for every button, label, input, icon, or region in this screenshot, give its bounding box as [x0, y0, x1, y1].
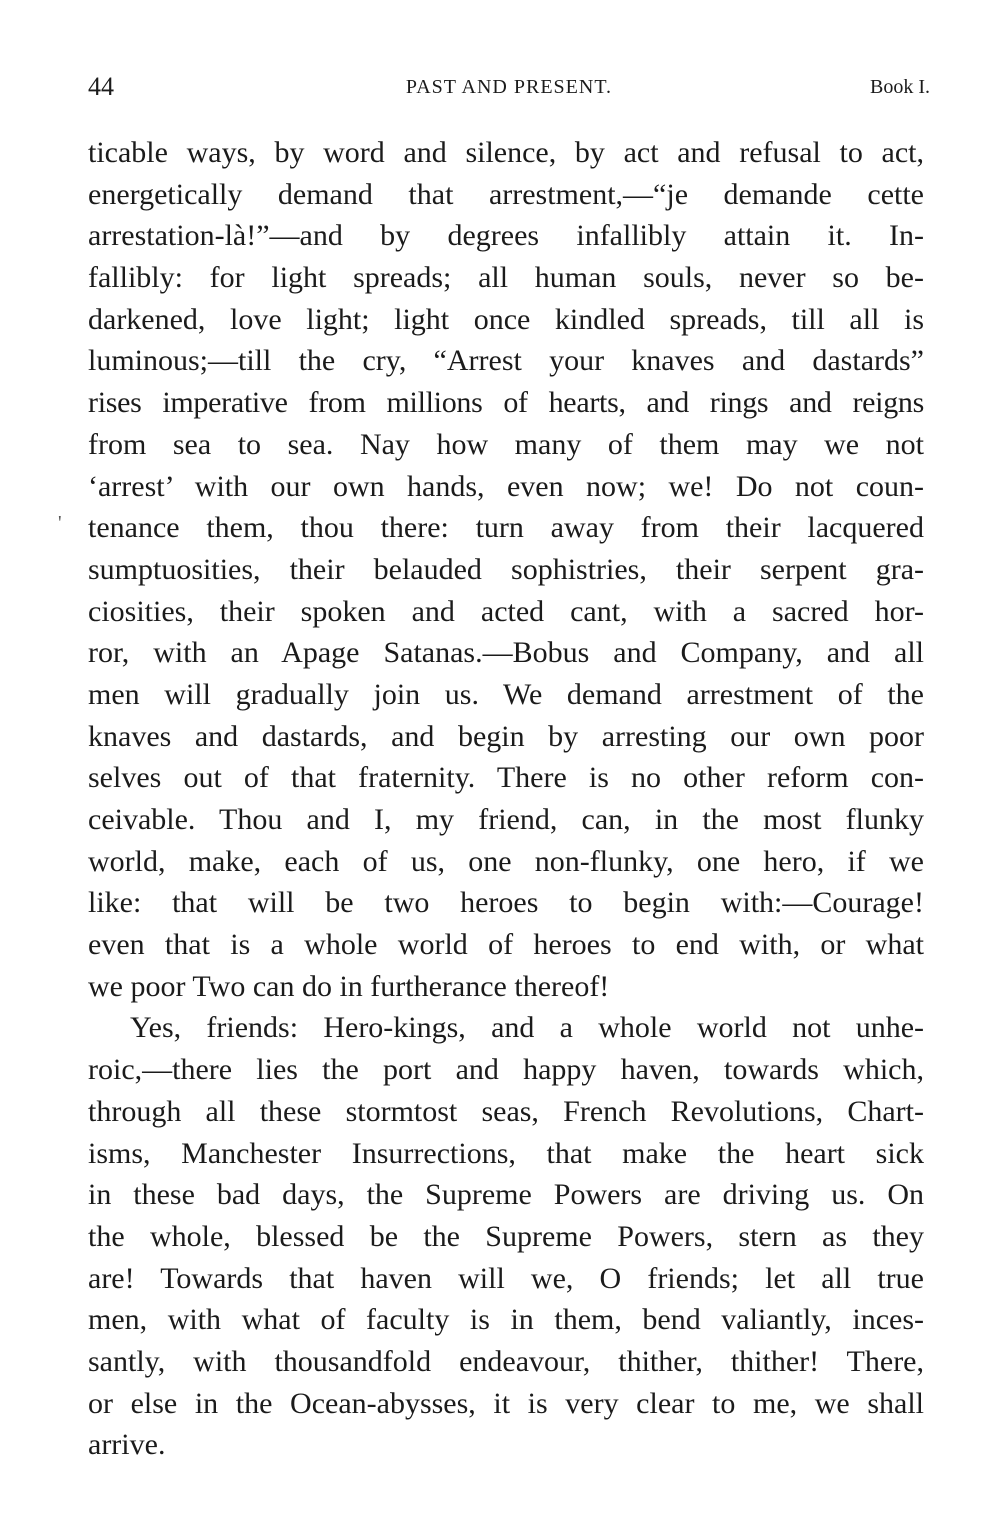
- text-line: arrestation-là!”—and by degrees infallibly attain it. In-: [88, 219, 924, 253]
- text-line: selves out of that fraternity. There is no other reform con-: [88, 761, 924, 795]
- text-line: are! Towards that haven will we, O friends; let all true: [88, 1261, 924, 1295]
- text-line: energetically demand that arrestment,—“je demande cette: [88, 177, 924, 211]
- text-line: through all these stormtost seas, French Revolutions, Chart-: [88, 1094, 924, 1128]
- text-line: roic,—there lies the port and happy haven, towards which,: [88, 1053, 924, 1087]
- text-line: knaves and dastards, and begin by arresting our own poor: [88, 719, 924, 753]
- running-title: PAST AND PRESENT.: [405, 76, 613, 98]
- text-line: fallibly: for light spreads; all human souls, never so be-: [88, 261, 924, 295]
- text-line: luminous;—till the cry, “Arrest your knaves and dastards”: [88, 344, 924, 378]
- text-line: darkened, love light; light once kindled spreads, till all is: [88, 302, 924, 336]
- running-head: [88, 70, 930, 104]
- text-line: the whole, blessed be the Supreme Powers, stern as they: [88, 1219, 924, 1253]
- page-number: 44: [88, 72, 114, 101]
- text-line: rises imperative from millions of hearts, and rings and reigns: [88, 386, 924, 420]
- text-line: we poor Two can do in furtherance thereof!: [88, 969, 610, 1003]
- text-line: even that is a whole world of heroes to end with, or what: [88, 928, 924, 962]
- text-line: ticable ways, by word and silence, by act and refusal to act,: [88, 136, 924, 169]
- text-line: arrive.: [88, 1428, 166, 1462]
- text-line: ror, with an Apage Satanas.—Bobus and Company, and all: [88, 636, 924, 670]
- text-line: ciosities, their spoken and acted cant, with a sacred hor-: [88, 594, 924, 628]
- body-text: [88, 132, 924, 1466]
- book-label: Book I.: [870, 76, 930, 98]
- text-line: santly, with thousandfold endeavour, thither, thither! There,: [88, 1344, 924, 1378]
- text-line: from sea to sea. Nay how many of them may we not: [88, 427, 924, 461]
- stray-mark: ': [58, 512, 62, 534]
- text-line: world, make, each of us, one non-flunky, one hero, if we: [88, 844, 924, 878]
- text-line: men will gradually join us. We demand arrestment of the: [88, 677, 924, 711]
- text-line: in these bad days, the Supreme Powers are driving us. On: [88, 1178, 924, 1212]
- text-line: Yes, friends: Hero-kings, and a whole world not unhe-: [130, 1011, 924, 1045]
- text-line: men, with what of faculty is in them, bend valiantly, inces-: [88, 1303, 924, 1337]
- text-line: like: that will be two heroes to begin with:—Courage!: [88, 886, 924, 920]
- text-line: ‘arrest’ with our own hands, even now; we! Do not coun-: [88, 469, 924, 503]
- paragraph-1: [88, 132, 924, 1007]
- text-line: isms, Manchester Insurrections, that make the heart sick: [88, 1136, 924, 1170]
- text-line: or else in the Ocean-abysses, it is very clear to me, we shall: [88, 1386, 924, 1420]
- text-line: ceivable. Thou and I, my friend, can, in the most flunky: [88, 803, 924, 836]
- paragraph-2: [88, 1007, 924, 1466]
- text-line: sumptuosities, their belauded sophistries, their serpent gra-: [88, 552, 924, 586]
- text-line: tenance them, thou there: turn away from their lacquered: [88, 511, 924, 545]
